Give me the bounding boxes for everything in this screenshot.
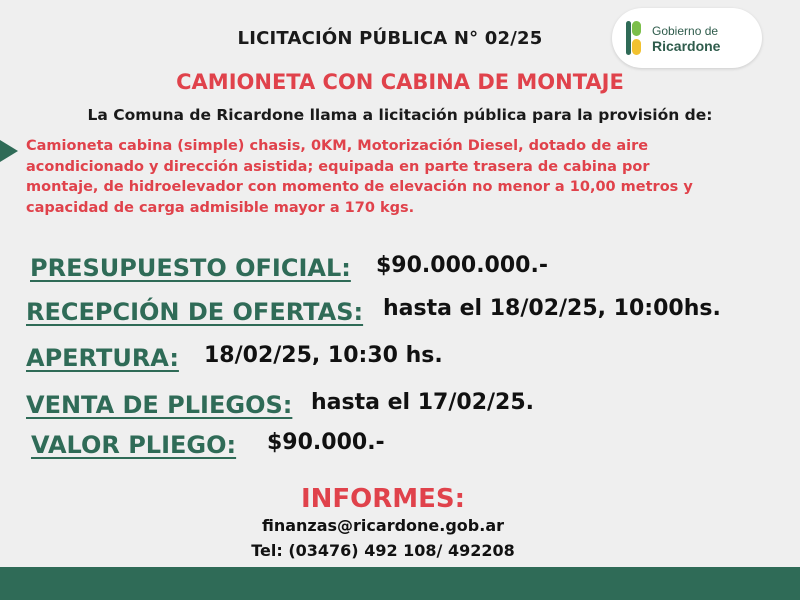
description-line: capacidad de carga admisible mayor a 170 kgs.	[26, 199, 415, 216]
presupuesto-label: PRESUPUESTO OFICIAL:	[30, 254, 351, 282]
contact-email[interactable]: finanzas@ricardone.gob.ar	[261, 516, 505, 535]
informes-title: INFORMES:	[300, 484, 466, 514]
venta-label: VENTA DE PLIEGOS:	[26, 391, 293, 419]
side-tab-marker	[0, 140, 18, 162]
contact-phone: Tel: (03476) 492 108/ 492208	[251, 541, 515, 560]
valor-value: $90.000.-	[267, 430, 385, 455]
presupuesto-value: $90.000.000.-	[376, 253, 548, 278]
intro-text: La Comuna de Ricardone llama a licitación pública para la provisión de:	[87, 106, 713, 124]
footer-bar	[0, 567, 800, 600]
subject-title: CAMIONETA CON CABINA DE MONTAJE	[176, 70, 624, 94]
description	[26, 136, 786, 218]
logo-text-line2: Ricardone	[652, 38, 721, 54]
valor-label: VALOR PLIEGO:	[31, 431, 237, 459]
description-line: acondicionado y dirección asistida; equipada en parte trasera de cabina por	[26, 158, 650, 175]
apertura-value: 18/02/25, 10:30 hs.	[204, 343, 443, 368]
notice-title: LICITACIÓN PÚBLICA N° 02/25	[237, 28, 543, 49]
recepcion-value: hasta el 18/02/25, 10:00hs.	[383, 296, 721, 321]
logo-text-line1: Gobierno de	[652, 24, 719, 38]
description-line: montaje, de hidroelevador con momento de elevación no menor a 10,00 metros y	[26, 179, 693, 195]
ricardone-logo	[612, 8, 762, 68]
description-line: Camioneta cabina (simple) chasis, 0KM, Motorización Diesel, dotado de aire	[26, 138, 649, 154]
apertura-label: APERTURA:	[26, 344, 179, 372]
ricardone-logo-icon	[626, 21, 642, 55]
recepcion-label: RECEPCIÓN DE OFERTAS:	[26, 298, 364, 326]
venta-value: hasta el 17/02/25.	[311, 390, 535, 415]
